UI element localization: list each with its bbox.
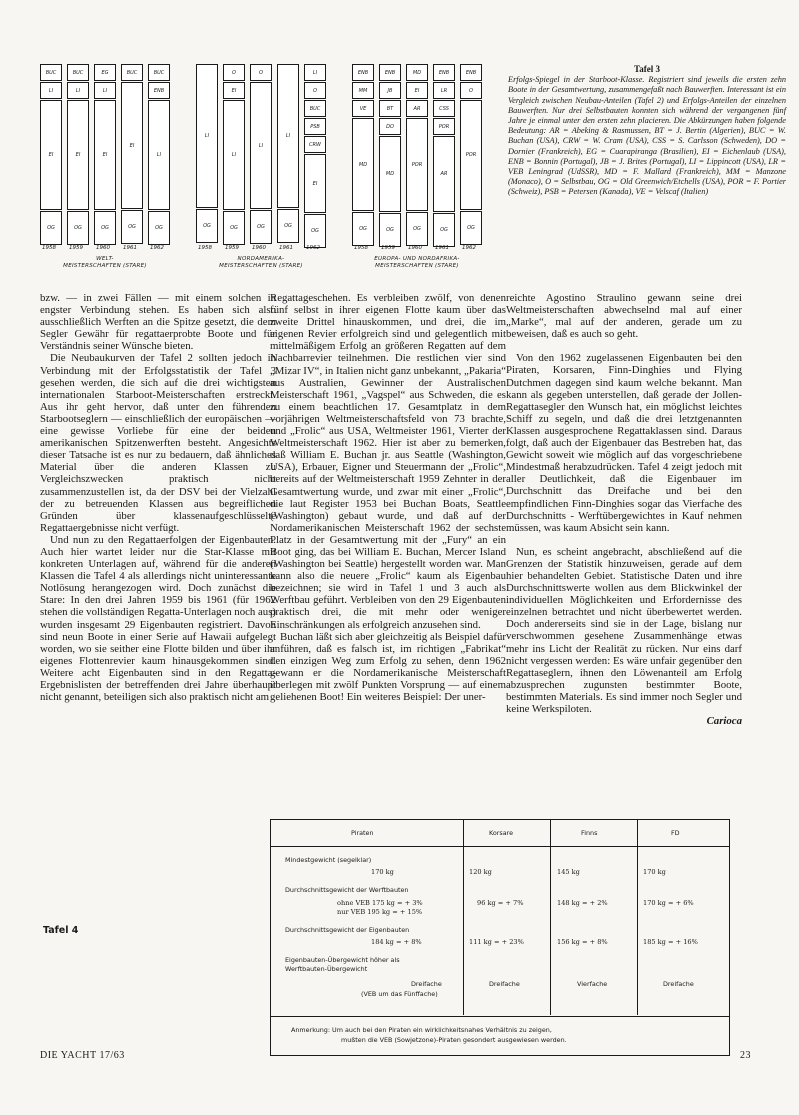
chart-segment: OG bbox=[196, 209, 218, 243]
chart-segment: LI bbox=[67, 82, 89, 99]
chart-segment: JB bbox=[379, 82, 401, 99]
chart-segment: LI bbox=[40, 82, 62, 99]
chart-column bbox=[379, 64, 403, 242]
chart-year-label: 1962 bbox=[462, 245, 476, 251]
chart-column bbox=[406, 64, 430, 242]
chart-segment: EI bbox=[304, 154, 326, 213]
chart-title: NORDAMERIKA- MEISTERSCHAFTEN (STARE) bbox=[219, 256, 303, 269]
chart-segment: CSS bbox=[433, 100, 455, 117]
chart-segment: POR bbox=[433, 118, 455, 135]
chart-segment: OG bbox=[67, 211, 89, 245]
chart-segment: OG bbox=[304, 214, 326, 248]
chart-column bbox=[67, 64, 91, 242]
chart-column bbox=[223, 64, 247, 242]
chart-column bbox=[277, 64, 301, 242]
row2-korsare: 96 kg = + 7% bbox=[477, 899, 524, 907]
chart-segment: OG bbox=[406, 212, 428, 246]
chart-title: WELT- MEISTERSCHAFTEN (STARE) bbox=[63, 256, 147, 269]
chart-segment: ENB bbox=[352, 64, 374, 81]
chart-segment: OG bbox=[250, 210, 272, 244]
chart-segment: O bbox=[223, 64, 245, 81]
table-note-line1: Anmerkung: Um auch bei den Piraten ein wirklichkeitsnahes Verhältnis zu zeigen, bbox=[291, 1026, 552, 1034]
header-korsare: Korsare bbox=[489, 829, 514, 837]
chart-segment: BUC bbox=[304, 100, 326, 117]
row3-fd: 185 kg = + 16% bbox=[643, 938, 698, 946]
chart-segment: O bbox=[460, 82, 482, 99]
row1-label: Mindestgewicht (segelklar) bbox=[285, 856, 372, 864]
chart-column bbox=[460, 64, 484, 242]
chart-year-label: 1959 bbox=[225, 245, 239, 251]
chart-segment: O bbox=[250, 64, 272, 81]
row2-piraten-a: ohne VEB 175 kg = + 3% bbox=[337, 899, 423, 907]
chart-segment: EI bbox=[94, 100, 116, 210]
chart-year-label: 1958 bbox=[42, 245, 56, 251]
chart-segment: OG bbox=[40, 211, 62, 245]
chart-segment: LR bbox=[433, 82, 455, 99]
chart-year-label: 1958 bbox=[198, 245, 212, 251]
row1-piraten: 170 kg bbox=[371, 868, 394, 876]
text-column-2 bbox=[270, 292, 506, 703]
tafel3-caption bbox=[508, 64, 786, 198]
row4-finns: Vierfache bbox=[577, 980, 608, 988]
paragraph: Und nun zu den Regattaerfolgen der Eigenbauten. Auch hier wartet leider nur die Star-Klasse mit konkreten Unterlagen auf, während für die anderen Klassen die Tafel 4 als allerdings nicht uninteressante Notlösung herangezogen wird. Doch zunächst die Stare: In den drei Jahren 1959 bis 1961 (für 1962 stehen die vollständigen Regatta-Unterlagen noch aus) wurden insgesamt 29 Eigenbauten registriert. Davon sind neun Boote in einer Serie auf Hawaii aufgelegt worden, wo sie seither eine Flotte bilden und über ihr eigenes Flottenrevier kaum hinausgekommen sind. Weitere acht Eigenbauten sind in den Regatta-Ergebnislisten der betreffenden drei Jahre überhaupt nicht genannt, beteiligen sich also praktisch nicht am bbox=[40, 533, 276, 704]
chart-segment: MD bbox=[352, 118, 374, 211]
chart-segment: POR bbox=[406, 118, 428, 211]
chart-segment: EI bbox=[223, 82, 245, 99]
chart-year-label: 1960 bbox=[408, 245, 422, 251]
chart-column bbox=[304, 64, 328, 242]
row2-finns: 148 kg = + 2% bbox=[557, 899, 608, 907]
chart-year-label: 1959 bbox=[69, 245, 83, 251]
chart-segment: LI bbox=[304, 64, 326, 81]
header-finns: Finns bbox=[581, 829, 598, 837]
chart-year-label: 1961 bbox=[279, 245, 293, 251]
chart-column bbox=[94, 64, 118, 242]
row2-piraten-b: nur VEB 195 kg = + 15% bbox=[337, 908, 423, 916]
chart-segment: BUC bbox=[67, 64, 89, 81]
chart-segment: OG bbox=[94, 211, 116, 245]
paragraph: Nun, es scheint angebracht, abschließend auf die Grenzen der Statistik hinzuweisen, gerade auf dem hier behandelten Gebiet. Statistische Daten und ihre Durchschnittswerte wollen aus dem Blickwinkel der individuellen Möglichkeiten und Erfordernisse des einzelnen betrachtet und nicht überbewertet werden. Doch andererseits sind sie in der Lage, bislang nur verschwommen gesehene Zusammenhänge etwas mehr ins Licht der Realität zu rücken. Nur eins darf nicht vergessen werden: Es wäre unfair gegenüber den Regattaseglern, ihnen den Löwenanteil am Erfolg abzusprechen zugunsten bestimmter Boote, bestimmten Materials. Es sind immer noch Segler und keine Werkspiloten. bbox=[506, 545, 742, 715]
chart-segment: BUC bbox=[148, 64, 170, 81]
chart-segment: OG bbox=[379, 213, 401, 247]
row3-korsare: 111 kg = + 23% bbox=[469, 938, 524, 946]
chart-area bbox=[0, 0, 500, 280]
chart-segment: LI bbox=[148, 100, 170, 210]
row4-label-a: Eigenbauten-Übergewicht höher als bbox=[285, 956, 400, 964]
chart-segment: ENB bbox=[433, 64, 455, 81]
row2-fd: 170 kg = + 6% bbox=[643, 899, 694, 907]
chart-segment: OG bbox=[433, 213, 455, 247]
chart-segment: MD bbox=[406, 64, 428, 81]
chart-segment: OG bbox=[223, 211, 245, 245]
chart-segment: LI bbox=[250, 82, 272, 209]
row3-piraten: 184 kg = + 8% bbox=[371, 938, 422, 946]
chart-segment: EG bbox=[94, 64, 116, 81]
chart-segment: ENB bbox=[460, 64, 482, 81]
table-note-line2: mußten die VEB (Sowjetzone)-Piraten gesondert ausgewiesen werden. bbox=[341, 1036, 567, 1044]
chart-segment: MD bbox=[379, 136, 401, 212]
row4-korsare: Dreifache bbox=[489, 980, 520, 988]
chart-segment: LI bbox=[196, 64, 218, 208]
chart-segment: AR bbox=[406, 100, 428, 117]
chart-column bbox=[148, 64, 172, 242]
chart-year-label: 1962 bbox=[150, 245, 164, 251]
chart-segment: ENB bbox=[148, 82, 170, 99]
paragraph: Regattageschehen. Es verbleiben zwölf, von denen fünf selbst in ihrer eigenen Flotte kaum über das zweite Drittel hinauskommen, und drei, die im eigenen Revier erfolgreich sind und gelegentlich mit mittelmäßigem Erfolg an größeren Regatten auf dem Nachbarrevier teilnehmen. Die restlichen vier sind „Mizar IV“, in Italien nicht ganz unbekannt, „Pakaria“ aus Australien, Gewinner der Australischen Meisterschaft 1961, „Vagspel“ aus Schweden, die es zu einem beachtlichen 17. Gesamtplatz in dem vorjährigen Weltmeisterschaftsfeld von 73 brachte, und „Frolic“ aus USA, Weltmeister 1961, Vierter der Weltmeisterschaft 1962. Hier ist aber zu bemerken, daß William E. Buchan jr. aus Seattle (Washington, USA), Erbauer, Eigner und Steuermann der „Frolic“, bereits auf der Weltmeisterschaft 1959 Zehnter in der Gesamtwertung wurde, und zwar mit einer „Frolic“, die laut Register 1953 bei Buchan Boats, Seattle (Washington) gebaut wurde, und daß auf der Nordamerikanischen Meisterschaft 1962 der sechste Platz in der Gesamtwertung mit der „Fury“ an ein Boot ging, das bei William E. Buchan, Mercer Island (Washington bei Seattle) hergestellt worden war. Man kann also die neuere „Frolic“ kaum als Eigenbau bezeichnen; sie wird in Tafel 1 und 3 auch als Werftbau geführt. Verbleiben von den 29 Eigenbauten praktisch drei, die mit mehr oder weniger Einschränkungen als erfolgreich anzusehen sind. bbox=[270, 292, 506, 631]
paragraph: Die Neubaukurven der Tafel 2 sollten jedoch in Verbindung mit der Erfolgsstatistik der Tafel 3 gesehen werden, die sich auf die drei wichtigsten internationalen Starboot-Meisterschaften erstreckt. Aus ihr geht hervor, daß unter den führenden Starbootseglern — einschließlich der europäischen — eine gewisse Vorliebe für eine der beiden amerikanischen Spitzenwerften besteht. Angesichts dieser Tatsache ist es nur zu bedauern, daß ähnliches Material über die anderen Klassen zu Vergleichszwecken praktisch nicht zusammenzustellen ist, da der DSV bei der Vielzahl der zu betreuenden Klassen aus begreiflichen Gründen über klassenaufgeschlüsselte Regattaergebnisse nicht verfügt. bbox=[40, 352, 276, 534]
chart-segment: OG bbox=[352, 212, 374, 246]
chart-segment: EI bbox=[406, 82, 428, 99]
chart-segment: EI bbox=[121, 82, 143, 209]
chart-segment: OG bbox=[277, 209, 299, 243]
chart-segment: EI bbox=[67, 100, 89, 210]
chart-segment: OG bbox=[121, 210, 143, 244]
footer-magazine: DIE YACHT 17/63 bbox=[40, 1050, 125, 1061]
chart-segment: EI bbox=[40, 100, 62, 210]
chart-title: EUROPA- UND NORDAFRIKA- MEISTERSCHAFTEN (STARE) bbox=[374, 256, 460, 269]
paragraph: Von den 1962 zugelassenen Eigenbauten bei den Piraten, Korsaren, Finn-Dinghies und Flying Dutchmen dagegen sind kaum welche bekannt. Man kann als gegeben unterstellen, daß gerade der Jollen-Regattasegler den Wunsch hat, ein möglichst leichtes Schiff zu segeln, und daß die drei letztgenannten Klassen ausgesprochene Regattaklassen sind. Daraus folgt, daß auch der Eigenbauer das Bestreben hat, das Gewicht soweit wie möglich auf das vorgeschriebene Mindestmaß herabzudrücken. Tafel 4 zeigt jedoch mit aller Deutlichkeit, daß die Eigenbauer im Durchschnitt das Dreifache und bei den empfindlichen Finn-Dinghies sogar das Vierfache des Durchschnitts - Werftübergewichtes in Kauf nehmen müssen, was kaum Absicht sein kann. bbox=[506, 352, 742, 534]
chart-segment: BUC bbox=[121, 64, 143, 81]
chart-year-label: 1958 bbox=[354, 245, 368, 251]
chart-column bbox=[196, 64, 220, 242]
chart-welt bbox=[40, 64, 180, 242]
chart-segment: LI bbox=[277, 64, 299, 208]
chart-segment: OG bbox=[148, 211, 170, 245]
chart-year-label: 1960 bbox=[96, 245, 110, 251]
row1-korsare: 120 kg bbox=[469, 868, 492, 876]
paragraph: reichte Agostino Straulino gewann seine drei Weltmeisterschaften abwechselnd mal auf einer „Marke“, mal auf der anderen, gerade um zu beweisen, daß es auch so geht. bbox=[506, 292, 742, 341]
row3-finns: 156 kg = + 8% bbox=[557, 938, 608, 946]
text-column-3 bbox=[506, 292, 742, 727]
chart-segment: PSB bbox=[304, 118, 326, 135]
text-column-1 bbox=[40, 292, 276, 703]
row4-label-b: Werftbauten-Übergewicht bbox=[285, 965, 368, 973]
chart-year-label: 1959 bbox=[381, 245, 395, 251]
chart-year-label: 1961 bbox=[123, 245, 137, 251]
chart-column bbox=[121, 64, 145, 242]
paragraph: Buchan läßt sich aber gleichzeitig als Beispiel dafür anführen, daß es falsch ist, im richtigen „Fabrikat“ den einzigen Weg zum Erfolg zu sehen, denn 1962 gewann er die Nordamerikanische Meisterschaft überlegen mit zwölf Punkten Vorsprung — auf einem geliehenen Boot! Ein weiteres Beispiel: Der uner- bbox=[270, 630, 506, 704]
chart-column bbox=[40, 64, 64, 242]
tafel4-table bbox=[270, 819, 730, 1056]
chart-column bbox=[352, 64, 376, 242]
caption-text: Erfolgs-Spiegel in der Starboot-Klasse. Registriert sind jeweils die ersten zehn Boote in der Gesamtwertung, zusammengefaßt nach Bauwerften. Interessant ist ein Vergleich zwischen Neubau-Anteilen (Tafel 2) und Erfolgs-Anteilen der einzelnen Bauwerften. Nur drei Selbstbauten konnten sich während der vergangenen fünf Jahre je einmal unter den ersten zehn placieren. Die Abkürzungen haben folgende Bedeutung: AR = Abeking & Rasmussen, BT = J. Bertin (Algerien), BUC = W. Buchan (USA), CRW = W. Cram (USA), CSS = S. Carlsson (Schweden), DO = Dornier (Frankreich), EG = Cuarapiranga (Brasilien), EI = Eichenlaub (USA), ENB = Bonnin (Portugal), JB = J. Brites (Portugal), LI = Lippincott (USA), LR = VEB Leningrad (UdSSR), MD = F. Mallard (Frankreich), MM = Manzone (Monaco), O = Selbstbau, OG = Old Greenwich/Etchells (USA), POR = F. Portier (Schweiz), PSB = Petersen (Kanada), VE = Velscaf (Italien) bbox=[508, 75, 786, 197]
caption-title: Tafel 3 bbox=[634, 64, 660, 74]
chart-year-label: 1962 bbox=[306, 245, 320, 251]
row2-label: Durchschnittsgewicht der Werftbauten bbox=[285, 886, 409, 894]
chart-column bbox=[433, 64, 457, 242]
chart-segment: BT bbox=[379, 100, 401, 117]
row4-fd: Dreifache bbox=[663, 980, 694, 988]
chart-segment: ENB bbox=[379, 64, 401, 81]
chart-segment: VE bbox=[352, 100, 374, 117]
chart-segment: DO bbox=[379, 118, 401, 135]
paragraph: bzw. — in zwei Fällen — mit einem solchen in engster Verbindung stehen. Es haben sich also ausschließlich Werften an die Spitze gesetzt, die dem Segler Gewähr für regattaerprobte Boote und für Verständnis seiner Wünsche bieten. bbox=[40, 292, 276, 353]
header-piraten: Piraten bbox=[351, 829, 374, 837]
chart-segment: OG bbox=[460, 211, 482, 245]
row3-label: Durchschnittsgewicht der Eigenbauten bbox=[285, 926, 410, 934]
chart-column bbox=[250, 64, 274, 242]
chart-segment: CRW bbox=[304, 136, 326, 153]
header-fd: FD bbox=[671, 829, 680, 837]
row1-fd: 170 kg bbox=[643, 868, 666, 876]
chart-europa bbox=[352, 64, 492, 242]
tafel4-label: Tafel 4 bbox=[43, 925, 79, 936]
chart-segment: POR bbox=[460, 100, 482, 210]
chart-segment: LI bbox=[223, 100, 245, 210]
chart-year-label: 1960 bbox=[252, 245, 266, 251]
chart-year-label: 1961 bbox=[435, 245, 449, 251]
chart-segment: MM bbox=[352, 82, 374, 99]
row1-finns: 145 kg bbox=[557, 868, 580, 876]
chart-segment: O bbox=[304, 82, 326, 99]
row4-piraten-b: (VEB um das Fünffache) bbox=[361, 990, 438, 998]
row4-piraten-a: Dreifache bbox=[411, 980, 442, 988]
chart-segment: AR bbox=[433, 136, 455, 212]
page-number: 23 bbox=[740, 1050, 751, 1061]
chart-segment: LI bbox=[94, 82, 116, 99]
signature: Carioca bbox=[706, 715, 742, 728]
chart-nordamerika bbox=[196, 64, 336, 242]
chart-segment: BUC bbox=[40, 64, 62, 81]
